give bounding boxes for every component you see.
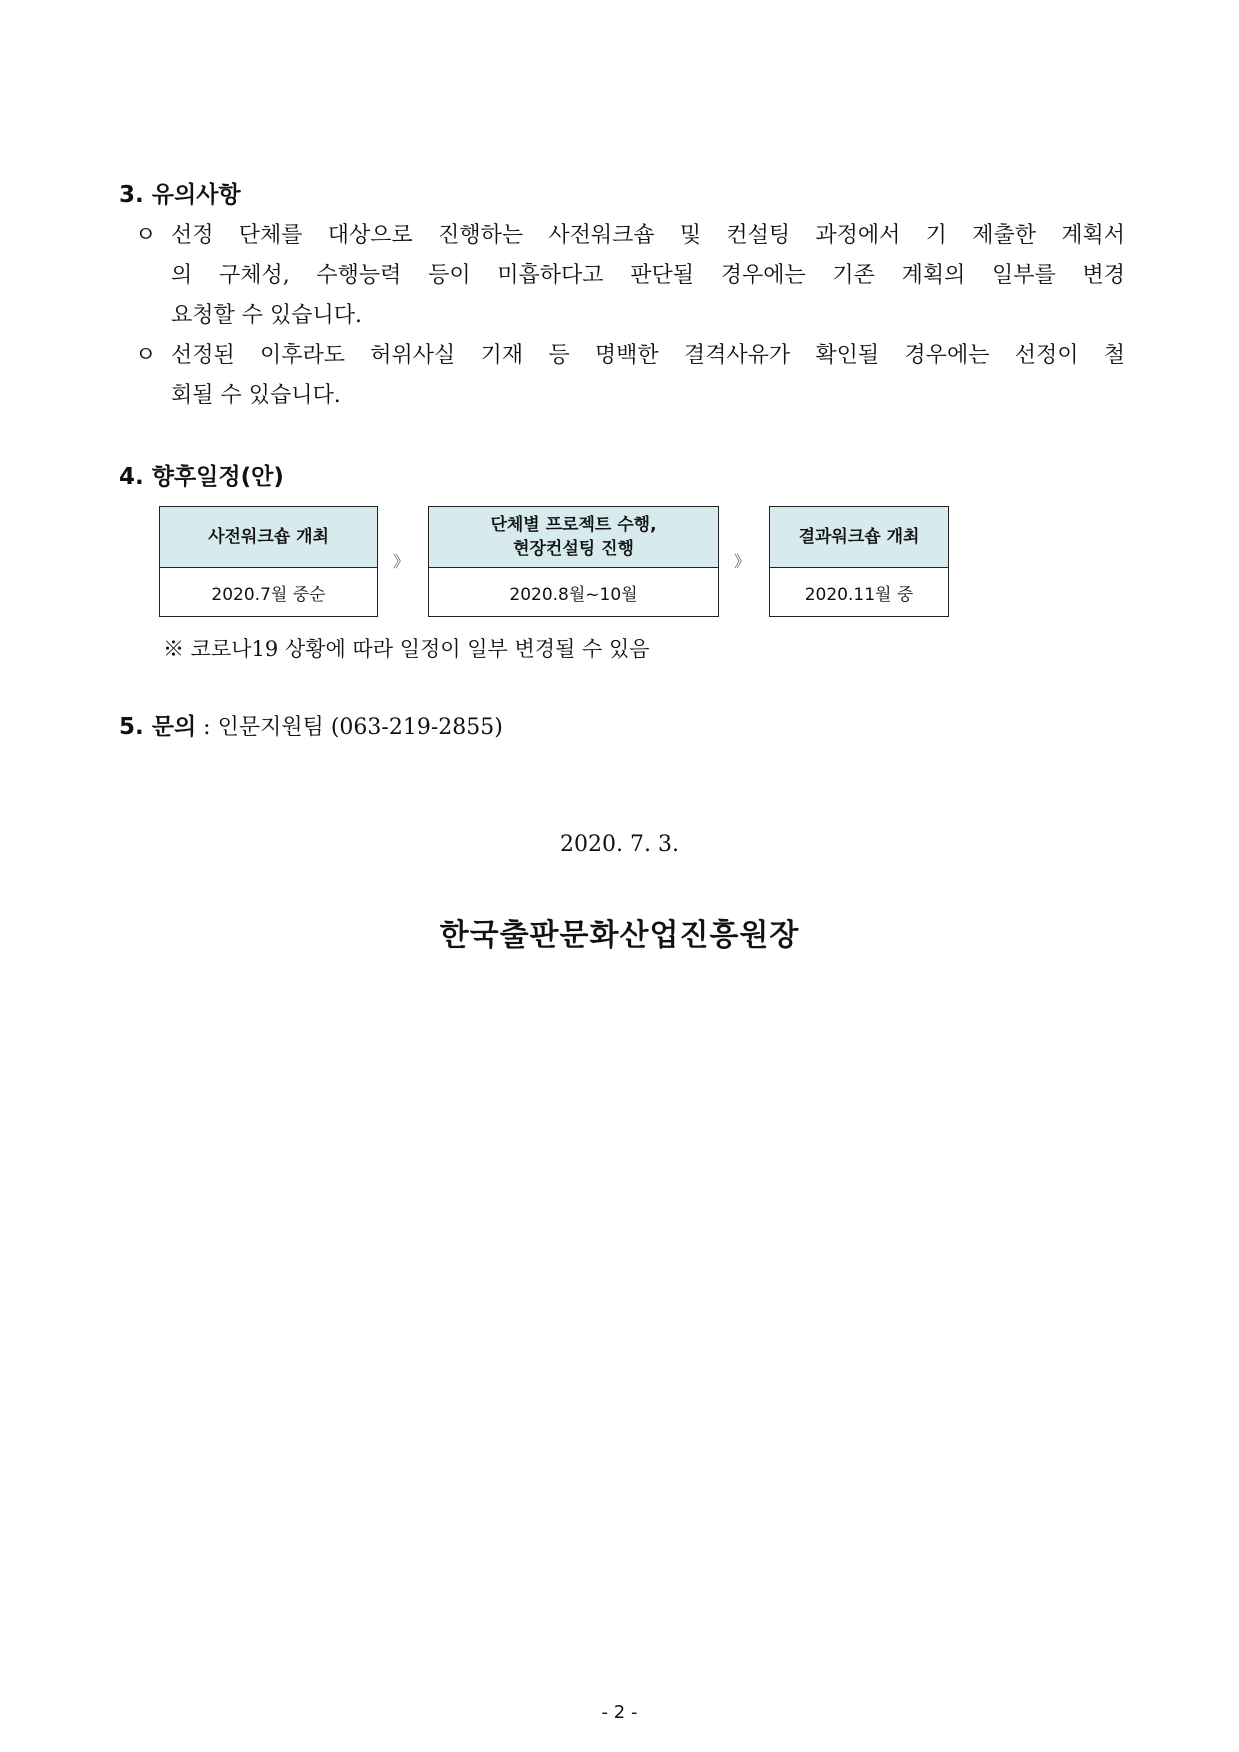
step-2-title-line-2: 현장컨설팅 진행 [513,539,634,559]
item-1-line-1: 선정 단체를 대상으로 진행하는 사전워크숍 및 컨설팅 과정에서 기 제출한 계획서 [171,223,1125,248]
section-3-heading: 3. 유의사항 [119,182,241,208]
step-2-title-line-1: 단체별 프로젝트 수행, [490,515,657,535]
item-1-line-2: 의 구체성, 수행능력 등이 미흡하다고 판단될 경우에는 기존 계획의 일부를 변경 [171,263,1125,288]
schedule-step-3 [769,506,949,617]
bullet-marker: ㅇ [135,223,157,248]
bullet-marker: ㅇ [135,343,157,368]
section-5-contact [119,708,503,741]
contact-separator: : [196,715,218,740]
item-2-line-2: 회될 수 있습니다. [171,383,341,408]
document-date: 2020. 7. 3. [560,832,679,857]
step-2-period: 2020.8월~10월 [509,584,638,605]
schedule-step-2 [428,506,719,617]
section-5-label: 5. 문의 [119,714,197,740]
flow-arrow-1: 》 [393,552,410,571]
step-1-period: 2020.7월 중순 [211,584,326,605]
schedule-step-1 [159,506,378,617]
flow-arrow-2: 》 [734,552,751,571]
step-3-period: 2020.11월 중 [804,584,914,605]
item-1-line-3: 요청할 수 있습니다. [171,303,362,328]
step-3-title: 결과워크숍 개최 [770,507,948,568]
contact-info: 인문지원팀 (063-219-2855) [217,715,503,740]
page-number: - 2 - [601,1702,638,1723]
section-4-heading: 4. 향후일정(안) [119,464,284,490]
issuer-signature: 한국출판문화산업진흥원장 [439,918,800,953]
step-2-title [429,507,718,568]
schedule-note: ※ 코로나19 상황에 따라 일정이 일부 변경될 수 있음 [163,637,650,661]
item-2-line-1: 선정된 이후라도 허위사실 기재 등 명백한 결격사유가 확인될 경우에는 선정이 철 [171,343,1125,368]
step-1-title: 사전워크숍 개최 [160,507,377,568]
